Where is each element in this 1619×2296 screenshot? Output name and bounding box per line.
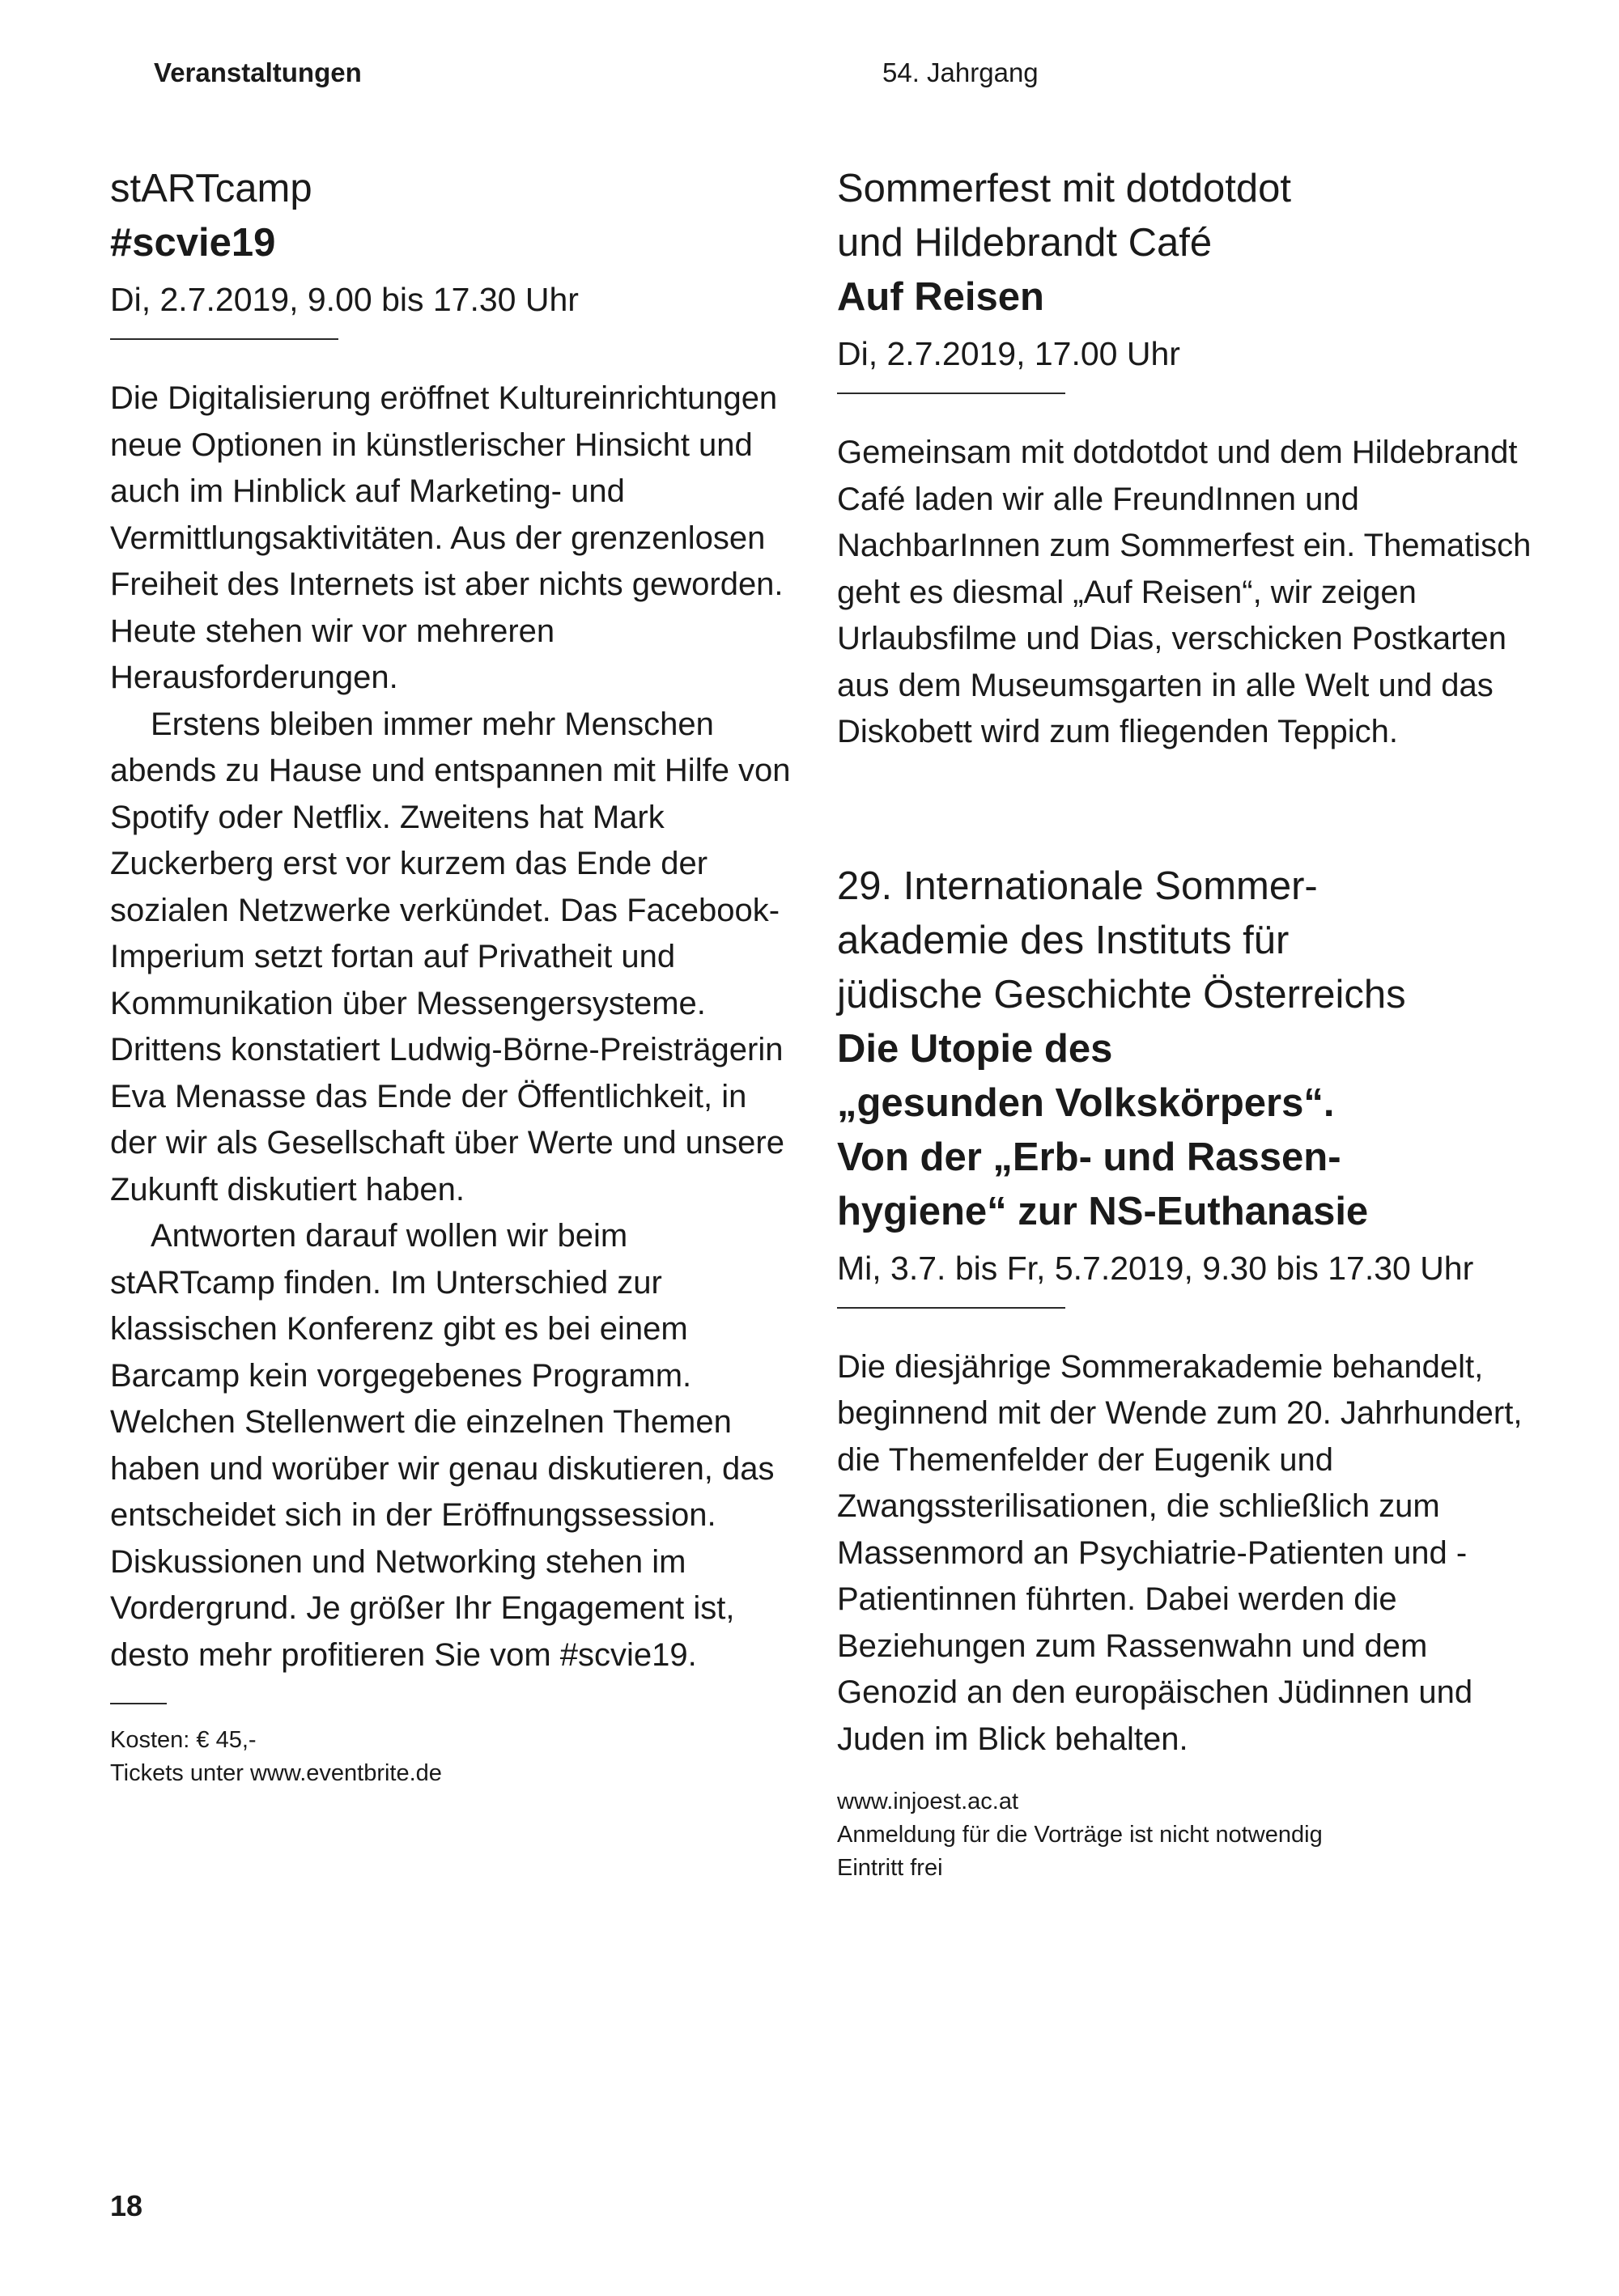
event-date: Di, 2.7.2019, 17.00 Uhr xyxy=(837,335,1180,372)
event-paragraph: Die diesjährige Sommerakademie behandelt, beginnend mit der Wende zum 20. Jahrhundert, die Themenfelder der Eugenik und Zwangssterilisationen, die schließlich zum Massenmord an Psychiatrie-Patienten und -Patientinnen führten. Dabei werden die Beziehungen zum Rassenwahn und dem Genozid an den europäischen Jüdinnen und Juden im Blick behalten. xyxy=(837,1348,1523,1757)
event-title: stARTcamp xyxy=(110,167,312,210)
right-column xyxy=(837,162,1533,1885)
event-paragraph: Antworten darauf wollen wir beim stARTcamp finden. Im Unterschied zur klassischen Konferenz gibt es bei einem Barcamp kein vorgegebenes Programm. Welchen Stellenwert die einzelnen Themen haben und worüber wir genau diskutieren, das entscheidet sich in der Eröffnungssession. Diskussionen und Networking stehen im Vordergrund. Je größer Ihr Engagement ist, desto mehr profitieren Sie vom #scvie19. xyxy=(110,1218,775,1673)
event-title: 29. Internationale Sommer- xyxy=(837,864,1318,908)
divider xyxy=(837,1307,1065,1309)
volume-header: 54. Jahrgang xyxy=(882,57,1039,87)
event-title: und Hildebrandt Café xyxy=(837,221,1213,265)
event-note: Eintritt frei xyxy=(837,1855,943,1881)
event-sommerfest xyxy=(837,162,1533,756)
event-note: www.injoest.ac.at xyxy=(837,1789,1019,1814)
divider xyxy=(837,393,1065,394)
event-subtitle: Die Utopie des xyxy=(837,1026,1113,1071)
notes-divider xyxy=(110,1703,167,1704)
event-note: Kosten: € 45,- xyxy=(110,1727,257,1753)
event-subtitle: #scvie19 xyxy=(110,221,276,265)
event-note: Tickets unter www.eventbrite.de xyxy=(110,1760,442,1786)
event-title: jüdische Geschichte Österreichs xyxy=(837,972,1406,1016)
event-note: Anmeldung für die Vorträge ist nicht notwendig xyxy=(837,1822,1323,1848)
event-subtitle: Von der „Erb- und Rassen- xyxy=(837,1135,1341,1179)
section-header: Veranstaltungen xyxy=(154,57,362,87)
event-subtitle: „gesunden Volkskörpers“. xyxy=(837,1080,1335,1125)
divider xyxy=(110,338,338,340)
page-number: 18 xyxy=(110,2189,143,2222)
event-paragraph: Erstens bleiben immer mehr Menschen abends zu Hause und entspannen mit Hilfe von Spotify oder Netflix. Zweitens hat Mark Zuckerberg erst vor kurzem das Ende der sozialen Netzwerke verkündet. Das Facebook-Imperium setzt fortan auf Privatheit und Kommunikation über Messengersysteme. Drittens konstatiert Ludwig-Börne-Preisträgerin Eva Menasse das Ende der Öffentlichkeit, in der wir als Gesellschaft über Werte und unsere Zukunft diskutiert haben. xyxy=(110,706,791,1207)
event-date: Di, 2.7.2019, 9.00 bis 17.30 Uhr xyxy=(110,281,579,318)
event-paragraph: Gemeinsam mit dotdotdot und dem Hildebrandt Café laden wir alle FreundInnen und NachbarInnen zum Sommerfest ein. Thematisch geht es diesmal „Auf Reisen“, wir zeigen Urlaubsfilme und Dias, verschicken Postkarten aus dem Museumsgarten in alle Welt und das Diskobett wird zum fliegenden Teppich. xyxy=(837,435,1532,749)
event-subtitle: hygiene“ zur NS-Euthanasie xyxy=(837,1189,1369,1233)
event-title: Sommerfest mit dotdotdot xyxy=(837,167,1292,210)
event-date: Mi, 3.7. bis Fr, 5.7.2019, 9.30 bis 17.30 Uhr xyxy=(837,1249,1474,1287)
event-paragraph: Die Digitalisierung eröffnet Kultureinrichtungen neue Optionen in künstlerischer Hinsicht und auch im Hinblick auf Marketing- und Vermittlungsaktivitäten. Aus der grenzenlosen Freiheit des Internets ist aber nichts geworden. Heute stehen wir vor mehreren Herausforderungen. xyxy=(110,380,784,695)
event-title: akademie des Instituts für xyxy=(837,918,1290,962)
event-sommerakademie xyxy=(837,859,1533,1886)
event-startcamp xyxy=(110,162,798,1790)
event-subtitle: Auf Reisen xyxy=(837,275,1044,319)
